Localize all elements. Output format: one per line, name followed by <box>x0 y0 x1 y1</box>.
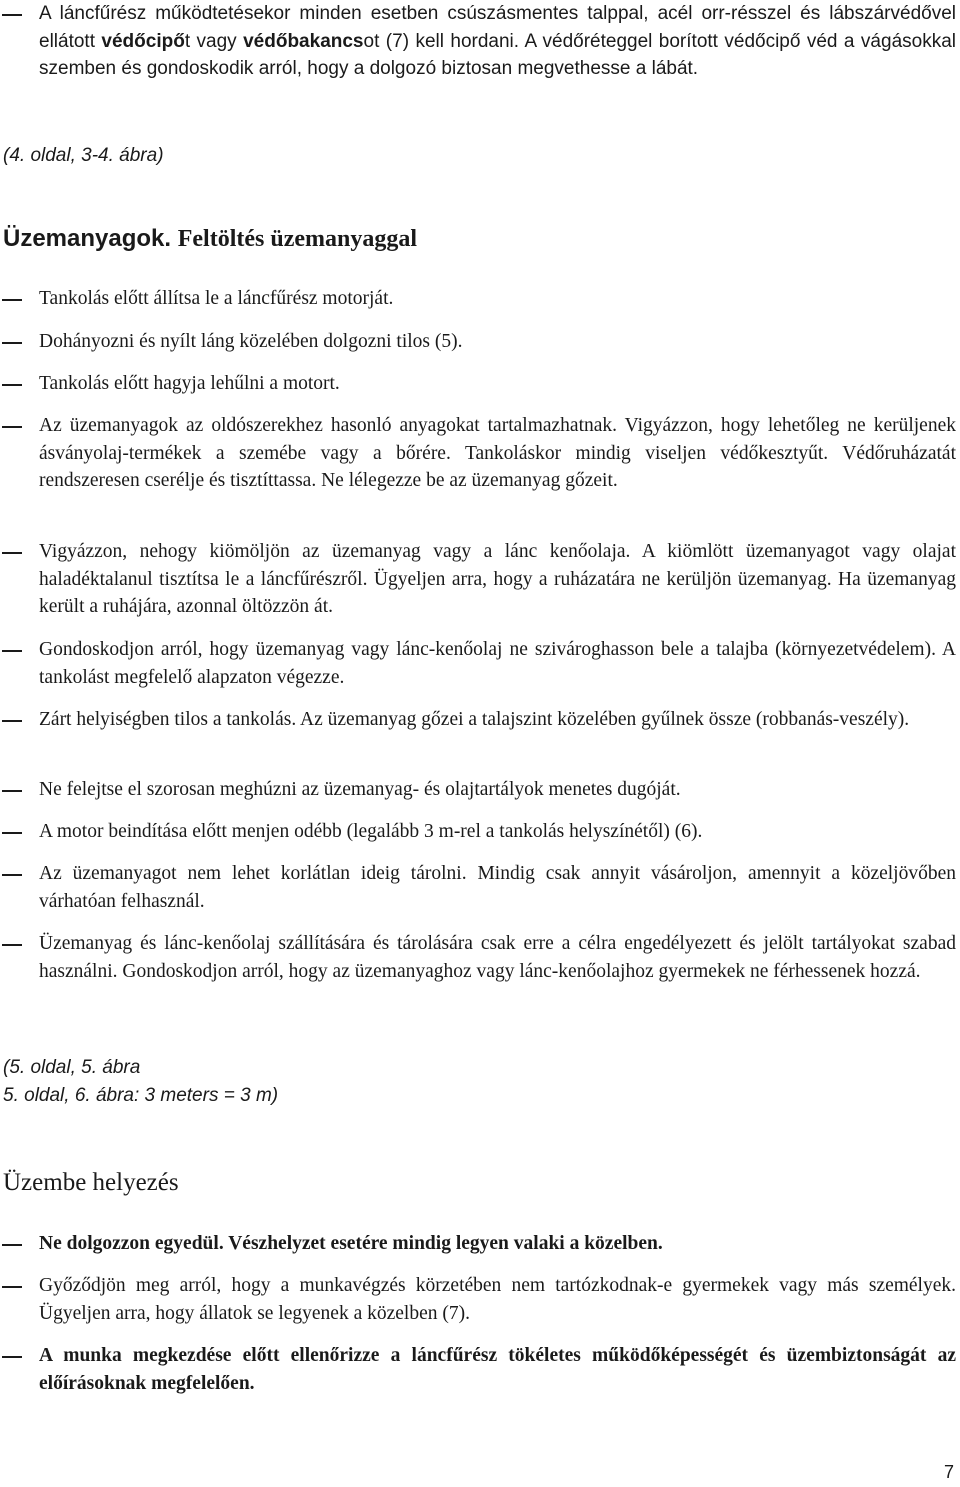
list-item-text: Gondoskodjon arról, hogy üzemanyag vagy lánc-kenőolaj ne szivároghasson bele a talajba (környezetvédelem). A tankolást megfelelő alapzaton végezze. <box>39 639 956 688</box>
fuel-item-list-7 <box>0 706 958 734</box>
heading-part-2: Feltöltés üzemanyaggal <box>177 226 418 252</box>
list-item-text: Ne felejtse el szorosan meghúzni az üzemanyag- és olajtartályok menetes dugóját. <box>39 779 681 800</box>
list-item <box>0 1230 958 1258</box>
intro-paragraph <box>0 0 958 83</box>
figure-reference-2b: 5. oldal, 6. ábra: 3 meters = 3 m) <box>3 1085 279 1106</box>
fuel-item-list-5 <box>0 538 958 621</box>
figure-reference-2a: (5. oldal, 5. ábra <box>3 1057 141 1078</box>
dash-bullet-icon <box>2 650 22 652</box>
startup-item-3 <box>0 1342 958 1397</box>
intro-block <box>0 0 958 83</box>
list-item <box>0 1342 958 1397</box>
page-number: 7 <box>943 1462 954 1482</box>
startup-item-2 <box>0 1272 958 1327</box>
section-heading-startup: Üzembe helyezés <box>3 1169 179 1196</box>
dash-bullet-icon <box>2 790 22 792</box>
dash-bullet-icon <box>2 1286 22 1288</box>
list-item <box>0 776 958 804</box>
fuel-item-list-11 <box>0 930 958 985</box>
dash-bullet-icon <box>2 552 22 554</box>
list-item <box>0 328 958 356</box>
list-item <box>0 412 958 495</box>
dash-bullet-icon <box>2 1244 22 1246</box>
dash-bullet-icon <box>2 832 22 834</box>
list-item <box>0 706 958 734</box>
intro-bold-1: védőcipő <box>101 30 185 52</box>
dash-bullet-icon <box>2 720 22 722</box>
list-item <box>0 370 958 398</box>
list-item <box>0 538 958 621</box>
list-item <box>0 636 958 691</box>
dash-bullet-icon <box>2 384 22 386</box>
list-item-text: Dohányozni és nyílt láng közelében dolgozni tilos (5). <box>39 331 463 352</box>
dash-bullet-icon <box>2 342 22 344</box>
fuel-item-list-3 <box>0 370 958 398</box>
fuel-item-list-6 <box>0 636 958 691</box>
list-item <box>0 818 958 846</box>
list-item-text: Az üzemanyagot nem lehet korlátlan ideig tárolni. Mindig csak annyit vásároljon, amennyit a közeljövőben várhatóan felhasznál. <box>39 863 956 912</box>
list-item-text: Vigyázzon, nehogy kiömöljön az üzemanyag vagy a lánc kenőolaja. A kiömlött üzemanyagot vagy olajat haladéktalanul tisztítsa le a láncfűrészről. Ügyeljen arra, hogy a ruházatára ne kerüljön üzemanyag. Ha üzemanyag került a ruhájára, azonnal öltözzön át. <box>39 541 956 617</box>
dash-bullet-icon <box>2 944 22 946</box>
fuel-item-list-10 <box>0 860 958 915</box>
list-item-text: Üzemanyag és lánc-kenőolaj szállítására és tárolására csak erre a célra engedélyezett és jelölt tartályokat szabad használni. Gondoskodjon arról, hogy az üzemanyaghoz vagy lánc-kenőolajhoz gyermekek ne férhessenek hozzá. <box>39 933 956 982</box>
dash-bullet-icon <box>2 299 22 301</box>
intro-text-1: A láncfűrész működtetésekor minden esetben csúszásmentes talppal, acél orr-résszel és lábszárvédővel ellátott <box>39 3 956 52</box>
list-item-text: Tankolás előtt hagyja lehűlni a motort. <box>39 373 340 394</box>
fuel-item-list-4 <box>0 412 958 495</box>
list-item-text: Ne dolgozzon egyedül. Vészhelyzet esetére mindig legyen valaki a közelben. <box>39 1233 663 1254</box>
list-item <box>0 285 958 313</box>
fuel-item-list-1 <box>0 285 958 313</box>
section-heading-fuel <box>3 224 417 254</box>
intro-text-3: ot (7) kell hordani. A védőréteggel borított védőcipő véd a vágásokkal szemben és gondoskodik arról, hogy a dolgozó biztosan megvethesse a lábát. <box>39 30 956 79</box>
list-item <box>0 930 958 985</box>
heading-part-1: Üzemanyagok. <box>3 225 178 252</box>
dash-bullet-icon <box>2 1356 22 1358</box>
list-item <box>0 1272 958 1327</box>
fuel-item-list-8 <box>0 776 958 804</box>
list-item-text: A munka megkezdése előtt ellenőrizze a láncfűrész tökéletes működőképességét és üzembiztonságát az előírásoknak megfelelően. <box>39 1345 956 1394</box>
list-item-text: Tankolás előtt állítsa le a láncfűrész motorját. <box>39 288 394 309</box>
fuel-item-list-2 <box>0 328 958 356</box>
intro-bold-2: védőbakancs <box>243 30 364 52</box>
list-item-text: A motor beindítása előtt menjen odébb (legalább 3 m-rel a tankolás helyszínétől) (6). <box>39 821 703 842</box>
dash-bullet-icon <box>2 426 22 428</box>
intro-text-2: t vagy <box>184 30 244 52</box>
dash-bullet-icon <box>2 874 22 876</box>
list-item <box>0 860 958 915</box>
list-item-text: Zárt helyiségben tilos a tankolás. Az üzemanyag gőzei a talajszint közelében gyűlnek össze (robbanás-veszély). <box>39 709 910 730</box>
list-item-text: Az üzemanyagok az oldószerekhez hasonló anyagokat tartalmazhatnak. Vigyázzon, hogy lehetőleg ne kerüljenek ásványolaj-termékek a szemébe vagy a bőrére. Tankoláskor mindig viseljen védőkesztyűt. Védőruházatát rendszeresen cserélje és tisztíttassa. Ne lélegezze be az üzemanyag gőzeit. <box>39 415 956 491</box>
figure-reference-1: (4. oldal, 3-4. ábra) <box>3 145 164 166</box>
dash-bullet-icon <box>2 14 22 16</box>
startup-item-1 <box>0 1230 958 1258</box>
list-item-text: Győződjön meg arról, hogy a munkavégzés körzetében nem tartózkodnak-e gyermekek vagy más személyek. Ügyeljen arra, hogy állatok se legyenek a közelben (7). <box>39 1275 956 1324</box>
fuel-item-list-9 <box>0 818 958 846</box>
